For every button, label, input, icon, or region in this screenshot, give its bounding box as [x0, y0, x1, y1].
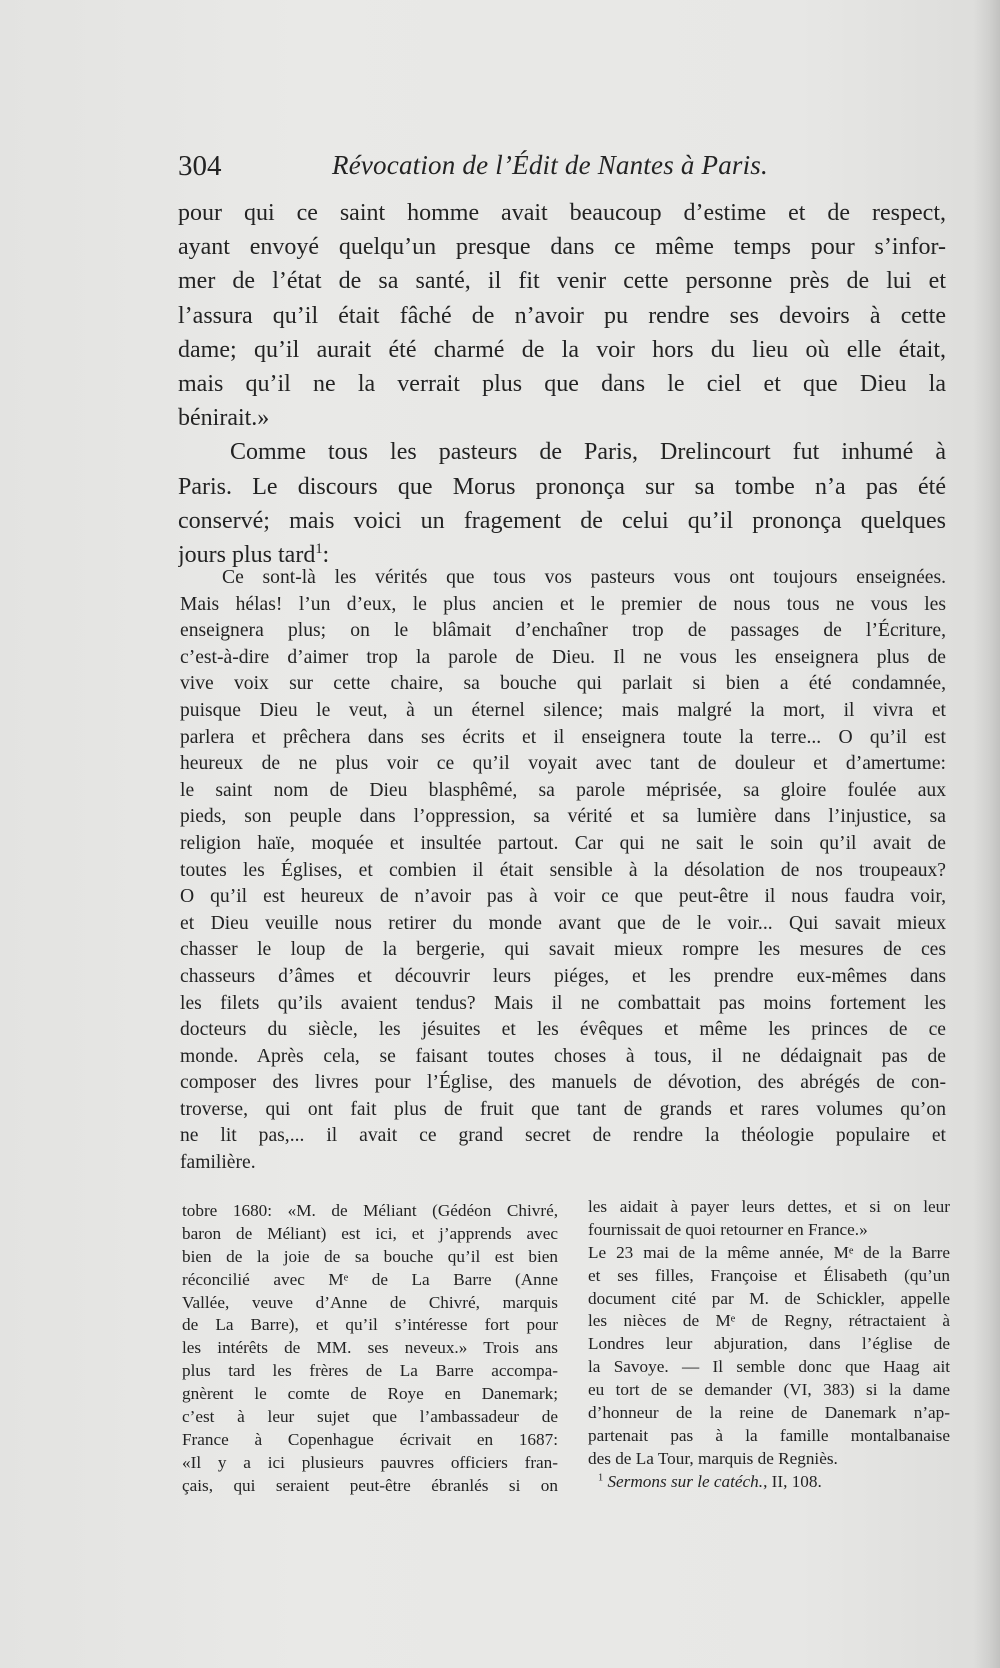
- footnotes-left-column: [182, 1200, 558, 1498]
- note-line: baron de Méliant) est ici, et j’apprends avec: [182, 1223, 558, 1243]
- footnote-1: [588, 1471, 950, 1494]
- body-line: mais qu’il ne la verrait plus que dans le ciel et que Dieu la: [178, 370, 946, 397]
- quote-line: docteurs du siècle, les jésuites et les évêques et même les princes de ce: [180, 1019, 946, 1041]
- note-line: «Il y a ici plusieurs pauvres officiers fran-: [182, 1452, 558, 1472]
- page-edge-shadow: [974, 0, 1000, 1668]
- quote-line: vive voix sur cette chaire, sa bouche qui parlait si bien a été condamnée,: [180, 673, 946, 695]
- quote-line: les filets qu’ils avaient tendus? Mais il ne combattait pas moins fortement les: [180, 992, 946, 1014]
- quote-line: c’est-à-dire d’aimer trop la parole de Dieu. Il ne vous les enseignera plus de: [180, 646, 946, 668]
- body-line: pour qui ce saint homme avait beaucoup d’estime et de respect,: [178, 200, 946, 226]
- note-line: c’est à leur sujet que l’ambassadeur de: [182, 1407, 558, 1427]
- note-line: réconcilié avec Mᵉ de La Barre (Anne: [182, 1269, 558, 1289]
- note-line: çais, qui seraient peut-être ébranlés si on: [182, 1475, 558, 1495]
- quote-line: chasseurs d’âmes et découvrir leurs piéges, et les prendre eux-mêmes dans: [180, 965, 946, 987]
- page-number: 304: [178, 150, 222, 182]
- note-line: document cité par M. de Schickler, appelle: [588, 1288, 950, 1308]
- quote-line: composer des livres pour l’Église, des manuels de dévotion, des abrégés de con-: [180, 1072, 946, 1094]
- note-line: de La Barre), et qu’il s’intéresse fort pour: [182, 1315, 558, 1335]
- note-line: et ses filles, Françoise et Élisabeth (qu’un: [588, 1265, 950, 1285]
- note-line: tobre 1680: «M. de Méliant (Gédéon Chivré,: [182, 1201, 558, 1220]
- body-line: conservé; mais voici un fragement de celui qu’il prononça quelques: [178, 507, 946, 534]
- quote-line: heureux de ne plus voir ce qu’il voyait avec tant de douleur et d’amertume:: [180, 753, 946, 775]
- main-text: [178, 196, 946, 572]
- quote-line: et Dieu veuille nous retirer du monde avant que de le voir... Qui savait mieux: [180, 912, 946, 934]
- footnote-reference: 1: [315, 540, 323, 557]
- footnote-number: 1: [598, 1471, 604, 1483]
- quote-line: pieds, son peuple dans l’oppression, sa vérité et sa lumière dans l’injustice, sa: [180, 806, 946, 828]
- note-line: fournissait de quoi retourner en France.»: [588, 1219, 868, 1239]
- quote-line: chasser le loup de la bergerie, qui savait mieux rompre les mesures de ces: [180, 939, 946, 961]
- body-line: l’assura qu’il était fâché de n’avoir pu rendre ses devoirs à cette: [178, 302, 946, 329]
- footnote-work-title: Sermons sur le catéch.: [607, 1471, 764, 1491]
- quote-line: toutes les Églises, et combien il était sensible à la désolation de nos troupeaux?: [180, 859, 946, 881]
- body-line-text: jours plus tard: [178, 541, 316, 568]
- quote-line: monde. Après cela, se faisant toutes choses à tous, il ne dédaignait pas de: [180, 1045, 946, 1067]
- note-line: France à Copenhague écrivait en 1687:: [182, 1429, 558, 1449]
- note-line: les intérêts de MM. ses neveux.» Trois ans: [182, 1338, 558, 1358]
- running-title: Révocation de l’Édit de Nantes à Paris.: [332, 150, 768, 180]
- note-line: les aidait à payer leurs dettes, et si on leur: [588, 1197, 950, 1216]
- quote-line: parlera et prêchera dans ses écrits et il enseignera toute la terre... O qu’il est: [180, 726, 946, 748]
- body-line-tail: :: [322, 541, 330, 568]
- note-line: bien de la joie de sa bouche qu’il est bien: [182, 1246, 558, 1266]
- quote-line: Mais hélas! l’un d’eux, le plus ancien et le premier de nous tous ne vous les: [180, 593, 946, 615]
- note-line: les nièces de Mᵉ de Regny, rétractaient à: [588, 1311, 950, 1331]
- note-line: Vallée, veuve d’Anne de Chivré, marquis: [182, 1292, 558, 1312]
- note-line: la Savoye. — Il semble donc que Haag ait: [588, 1357, 950, 1377]
- body-line: Paris. Le discours que Morus prononça sur sa tombe n’a pas été: [178, 473, 946, 500]
- quote-line: familière.: [180, 1152, 256, 1174]
- quote-line: puisque Dieu le veut, à un éternel silence; mais malgré la mort, il vivra et: [180, 699, 946, 721]
- quote-line: ne lit pas,... il avait ce grand secret de rendre la théologie populaire et: [180, 1125, 946, 1147]
- note-line: eu tort de se demander (VI, 383) si la dame: [588, 1380, 950, 1400]
- quote-line: O qu’il est heureux de n’avoir pas à voir ce que peut-être il nous faudra voir,: [180, 886, 946, 908]
- sermon-quotation: [180, 565, 946, 1177]
- running-head: [178, 150, 808, 190]
- note-line: d’honneur de la reine de Danemark n’ap-: [588, 1403, 950, 1423]
- body-line: mer de l’état de sa santé, il fit venir cette personne près de lui et: [178, 268, 946, 295]
- quote-line: religion haïe, moquée et insultée partout. Car qui ne sait le soin qu’il avait de: [180, 832, 946, 854]
- body-line: dame; qu’il aurait été charmé de la voir hors du lieu où elle était,: [178, 336, 946, 363]
- quote-line: le saint nom de Dieu blasphêmé, sa parole méprisée, sa gloire foulée aux: [180, 779, 946, 801]
- quote-line: Ce sont-là les vérités que tous vos pasteurs vous ont toujours enseignées.: [222, 567, 946, 588]
- footnotes-right-column: [588, 1196, 950, 1494]
- body-line: bénirait.»: [178, 405, 270, 432]
- footnote-reference-text: , II, 108.: [763, 1471, 822, 1491]
- note-line: Le 23 mai de la même année, Mᵉ de la Barre: [588, 1242, 950, 1262]
- note-line: partenait pas à la famille montalbanaise: [588, 1425, 950, 1445]
- body-line: Comme tous les pasteurs de Paris, Drelincourt fut inhumé à: [230, 439, 946, 466]
- note-line: plus tard les frères de La Barre accompa-: [182, 1361, 558, 1381]
- note-line: des de La Tour, marquis de Regniès.: [588, 1448, 838, 1468]
- body-line: ayant envoyé quelqu’un presque dans ce même temps pour s’infor-: [178, 234, 946, 261]
- quote-line: troverse, qui ont fait plus de fruit que tant de grands et rares volumes qu’on: [180, 1098, 946, 1120]
- quote-line: enseignera plus; on le blâmait d’enchaîner trop de passages de l’Écriture,: [180, 620, 946, 642]
- note-line: gnèrent le comte de Roye en Danemark;: [182, 1384, 558, 1404]
- note-line: Londres leur abjuration, dans l’église de: [588, 1334, 950, 1354]
